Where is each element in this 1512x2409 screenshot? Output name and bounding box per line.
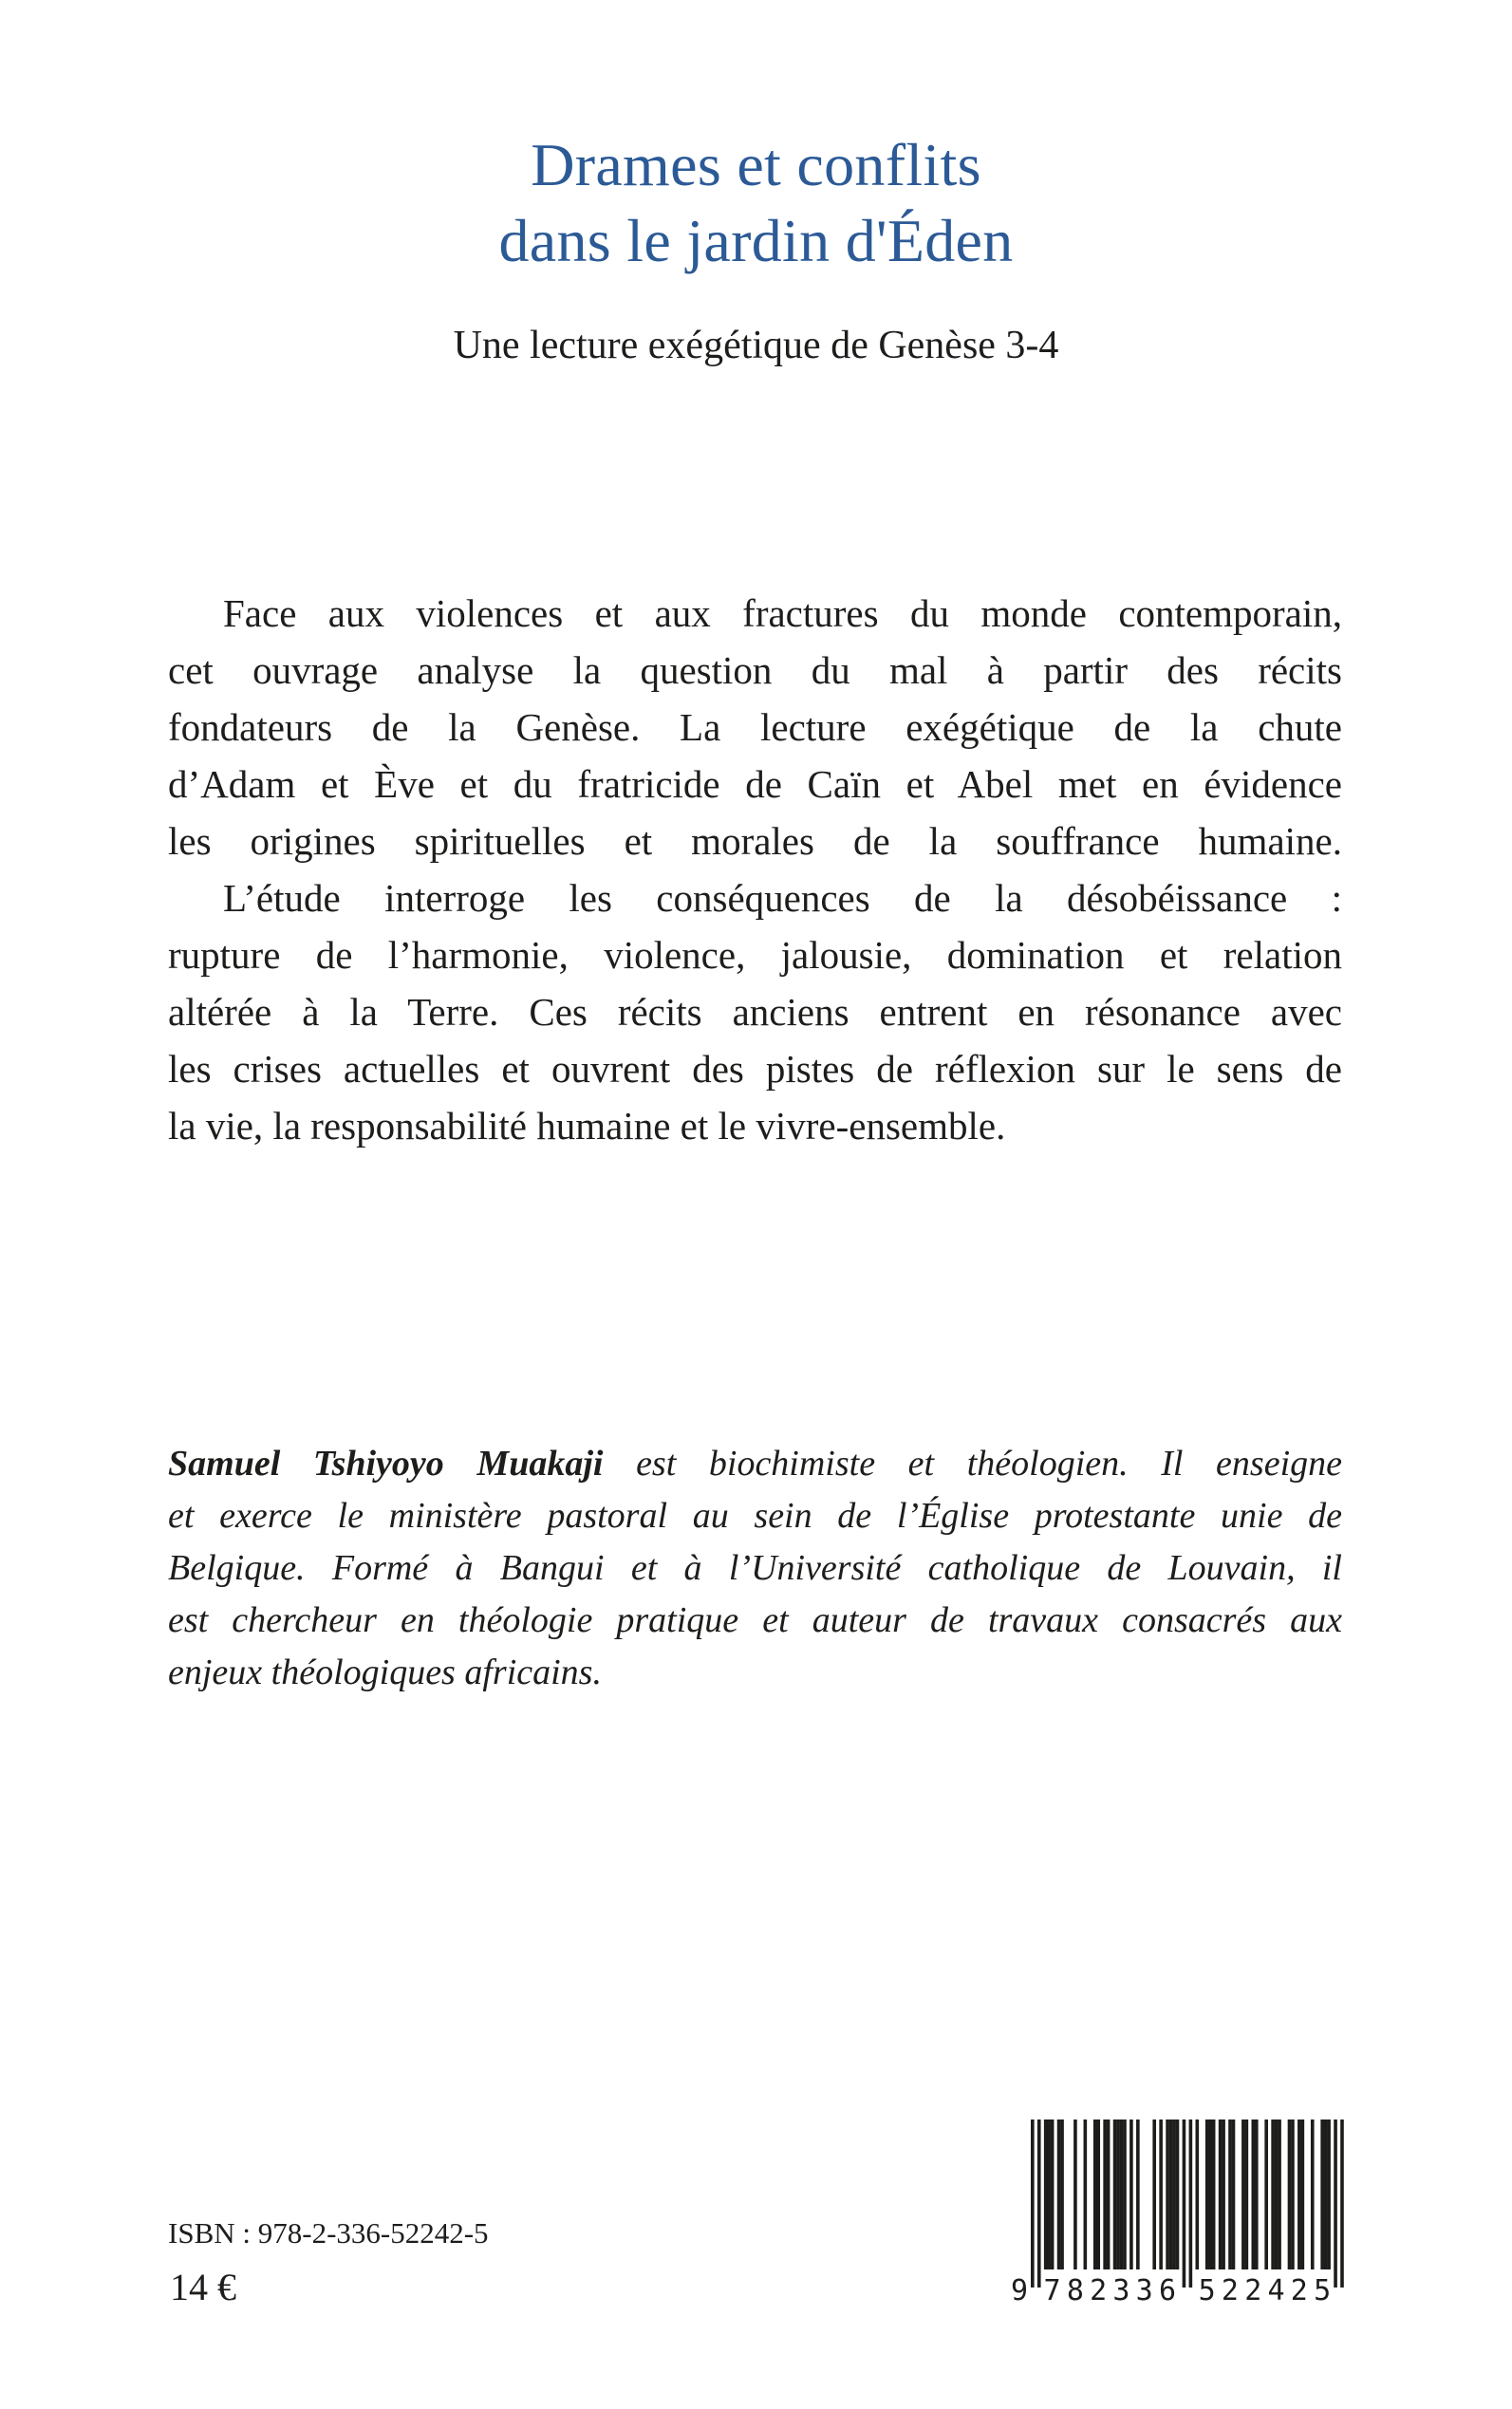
summary-p2-line-2: rupture de l’harmonie, violence, jalousie, domination et relation <box>168 933 1342 977</box>
svg-text:9: 9 <box>1010 2274 1028 2306</box>
author-bio-line-1 <box>168 1446 1342 1482</box>
svg-text:2: 2 <box>1221 2274 1239 2306</box>
svg-text:2: 2 <box>1290 2274 1308 2306</box>
author-bio-line-2: et exerce le ministère pastoral au sein de l’Église protestante unie de <box>168 1496 1342 1536</box>
svg-text:3: 3 <box>1135 2274 1153 2306</box>
author-name: Samuel Tshiyoyo Muakaji <box>168 1444 604 1484</box>
svg-text:2: 2 <box>1090 2274 1108 2306</box>
summary-p2-line-1: L’étude interroge les conséquences de la désobéissance : <box>223 876 1342 920</box>
book-title-line-2: dans le jardin d'Éden <box>498 207 1014 274</box>
summary-p2-line-3: altérée à la Terre. Ces récits anciens entrent en résonance avec <box>168 990 1342 1034</box>
svg-text:8: 8 <box>1066 2274 1084 2306</box>
summary-p1-line-4: d’Adam et Ève et du fratricide de Caïn et Abel met en évidence <box>168 762 1342 806</box>
svg-text:7: 7 <box>1043 2274 1061 2306</box>
author-bio-line-3: Belgique. Formé à Bangui et à l’Université catholique de Louvain, il <box>168 1548 1342 1588</box>
svg-text:4: 4 <box>1267 2274 1285 2306</box>
book-title-line-1: Drames et conflits <box>531 131 981 198</box>
barcode-icon <box>1001 2117 1353 2306</box>
svg-text:6: 6 <box>1158 2274 1177 2306</box>
summary-p1-line-5: les origines spirituelles et morales de la souffrance humaine. <box>168 819 1342 863</box>
summary-p1-line-1: Face aux violences et aux fractures du monde contemporain, <box>223 591 1342 635</box>
summary-p1-line-3: fondateurs de la Genèse. La lecture exégétique de la chute <box>168 705 1342 749</box>
summary-p2-line-5: la vie, la responsabilité humaine et le vivre-ensemble. <box>168 1104 1006 1148</box>
author-bio-line-1-rest: est biochimiste et théologien. Il enseigne <box>603 1444 1342 1484</box>
ean13-barcode <box>1001 2117 1353 2306</box>
author-bio-line-5: enjeux théologiques africains. <box>168 1653 602 1692</box>
author-bio-line-4: est chercheur en théologie pratique et auteur de travaux consacrés aux <box>168 1600 1342 1640</box>
isbn-text: ISBN : 978-2-336-52242-5 <box>168 2216 489 2250</box>
svg-text:5: 5 <box>1198 2274 1216 2306</box>
svg-text:3: 3 <box>1112 2274 1130 2306</box>
price-text: 14 € <box>170 2266 236 2308</box>
summary-p1-line-2: cet ouvrage analyse la question du mal à partir des récits <box>168 648 1342 692</box>
summary-p2-line-4: les crises actuelles et ouvrent des pistes de réflexion sur le sens de <box>168 1047 1342 1091</box>
book-subtitle: Une lecture exégétique de Genèse 3-4 <box>453 324 1059 367</box>
svg-text:5: 5 <box>1314 2274 1332 2306</box>
svg-text:2: 2 <box>1244 2274 1262 2306</box>
